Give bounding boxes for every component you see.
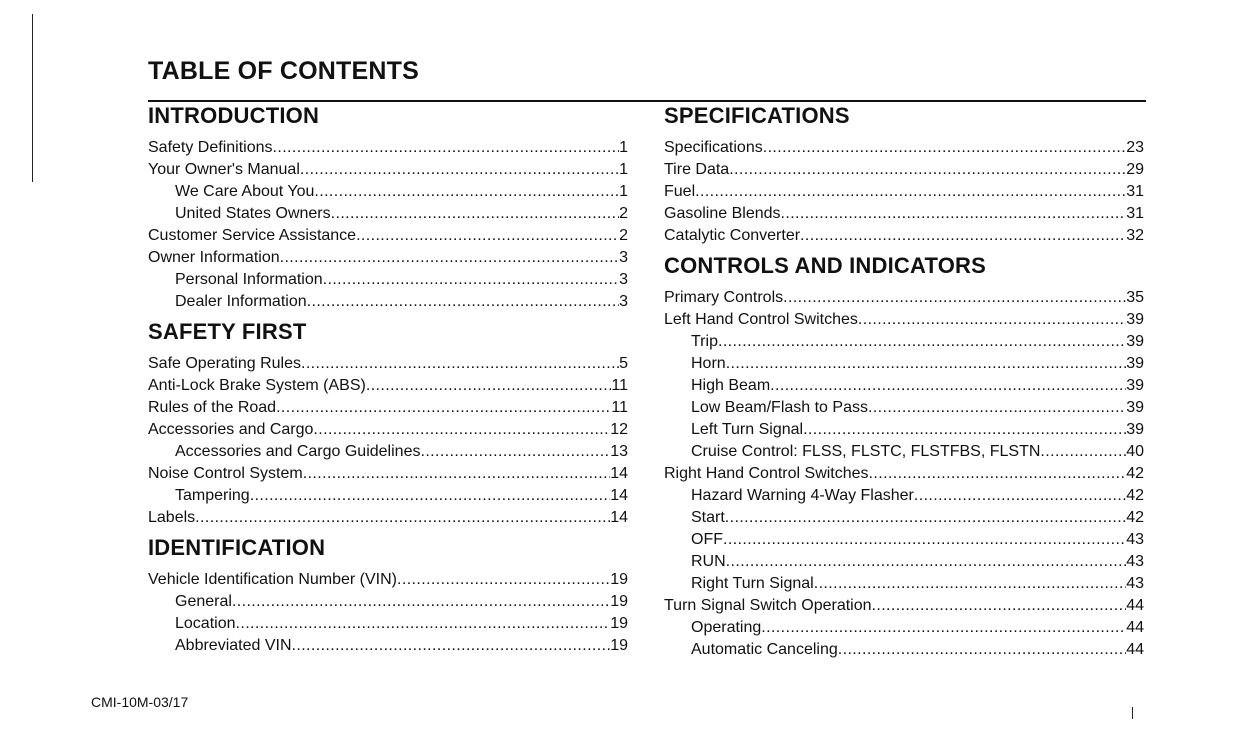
toc-entry[interactable]: [664, 485, 1144, 507]
page-corner-mark: [1132, 707, 1133, 719]
section-heading: INTRODUCTION: [148, 103, 320, 128]
dot-leader: [292, 635, 611, 657]
toc-entry-label: Location: [175, 615, 236, 632]
dot-leader: [314, 181, 619, 203]
toc-entry-page-number: 39: [1126, 421, 1144, 438]
toc-entry[interactable]: [148, 507, 628, 529]
toc-entry[interactable]: [148, 247, 628, 269]
toc-section-list: [148, 569, 628, 657]
dot-leader: [300, 159, 619, 181]
dot-leader: [868, 397, 1126, 419]
dot-leader: [723, 529, 1126, 551]
dot-leader: [301, 353, 619, 375]
toc-entry-page-number: 44: [1126, 597, 1144, 614]
toc-entry-page-number: 1: [619, 183, 628, 200]
dot-leader: [307, 291, 619, 313]
dot-leader: [761, 617, 1126, 639]
toc-entry-label: Dealer Information: [175, 293, 307, 310]
toc-entry[interactable]: [664, 419, 1144, 441]
toc-entry-page-number: 40: [1126, 443, 1144, 460]
section-heading: SAFETY FIRST: [148, 319, 307, 344]
toc-entry-label: Catalytic Converter: [664, 227, 801, 244]
toc-entry-label: Your Owner's Manual: [148, 161, 300, 178]
toc-entry-label: Accessories and Cargo Guidelines: [175, 443, 421, 460]
toc-entry-label: Safe Operating Rules: [148, 355, 301, 372]
toc-entry-label: Fuel: [664, 183, 696, 200]
toc-entry[interactable]: [148, 613, 628, 635]
dot-leader: [800, 225, 1126, 247]
dot-leader: [195, 507, 610, 529]
toc-entry-label: Abbreviated VIN: [175, 637, 292, 654]
toc-entry-label: Labels: [148, 509, 196, 526]
toc-entry-label: Gasoline Blends: [664, 205, 781, 222]
toc-entry-page-number: 14: [610, 509, 628, 526]
toc-entry-page-number: 14: [610, 465, 628, 482]
dot-leader: [232, 591, 610, 613]
toc-entry-page-number: 2: [619, 205, 628, 222]
toc-entry-label: Operating: [691, 619, 762, 636]
toc-entry[interactable]: [664, 375, 1144, 397]
toc-entry[interactable]: [148, 397, 628, 419]
toc-entry-page-number: 14: [610, 487, 628, 504]
dot-leader: [725, 507, 1126, 529]
dot-leader: [783, 287, 1126, 309]
toc-section-list: [148, 137, 628, 313]
toc-entry-label: Hazard Warning 4-Way Flasher: [691, 487, 914, 504]
toc-entry-label: Anti-Lock Brake System (ABS): [148, 377, 366, 394]
dot-leader: [280, 247, 619, 269]
toc-entry[interactable]: [664, 639, 1144, 661]
toc-entry[interactable]: [148, 353, 628, 375]
dot-leader: [356, 225, 619, 247]
toc-entry-label: Left Hand Control Switches: [664, 311, 858, 328]
toc-entry[interactable]: [664, 137, 1144, 159]
toc-entry[interactable]: [664, 595, 1144, 617]
toc-entry-page-number: 12: [610, 421, 628, 438]
dot-leader: [729, 159, 1126, 181]
toc-entry-label: Personal Information: [175, 271, 323, 288]
toc-entry-label: Accessories and Cargo: [148, 421, 314, 438]
toc-entry-label: Specifications: [664, 139, 763, 156]
section-heading: IDENTIFICATION: [148, 535, 326, 560]
toc-entry-page-number: 39: [1126, 399, 1144, 416]
toc-entry-page-number: 11: [611, 399, 628, 416]
toc-entry-label: High Beam: [691, 377, 771, 394]
toc-entry-page-number: 35: [1126, 289, 1144, 306]
toc-section-list: [148, 353, 628, 529]
toc-entry[interactable]: [664, 463, 1144, 485]
toc-entry-page-number: 43: [1126, 575, 1144, 592]
toc-entry-label: Automatic Canceling: [691, 641, 838, 658]
dot-leader: [1040, 441, 1126, 463]
toc-entry[interactable]: [664, 225, 1144, 247]
dot-leader: [273, 137, 620, 159]
toc-entry-label: Tire Data: [664, 161, 730, 178]
toc-entry-page-number: 43: [1126, 553, 1144, 570]
toc-entry-page-number: 44: [1126, 641, 1144, 658]
toc-entry-page-number: 19: [610, 593, 628, 610]
toc-entry-page-number: 42: [1126, 465, 1144, 482]
dot-leader: [763, 137, 1126, 159]
toc-entry-label: Low Beam/Flash to Pass: [691, 399, 868, 416]
document-code: CMI-10M-03/17: [91, 694, 189, 710]
toc-entry-page-number: 19: [610, 615, 628, 632]
toc-entry[interactable]: [664, 617, 1144, 639]
dot-leader: [726, 353, 1127, 375]
toc-entry[interactable]: [148, 203, 628, 225]
toc-entry-page-number: 39: [1126, 311, 1144, 328]
toc-entry-label: Tampering: [175, 487, 250, 504]
toc-entry-label: RUN: [691, 553, 726, 570]
dot-leader: [695, 181, 1126, 203]
dot-leader: [770, 375, 1126, 397]
dot-leader: [803, 419, 1126, 441]
toc-entry-label: Rules of the Road: [148, 399, 277, 416]
dot-leader: [420, 441, 610, 463]
toc-entry[interactable]: [148, 375, 628, 397]
toc-entry-page-number: 19: [610, 571, 628, 588]
toc-column-left: [148, 103, 628, 663]
toc-section-list: [664, 287, 1144, 661]
dot-leader: [313, 419, 610, 441]
dot-leader: [781, 203, 1127, 225]
toc-section-list: [664, 137, 1144, 247]
toc-entry-label: Owner Information: [148, 249, 280, 266]
section-heading: CONTROLS AND INDICATORS: [664, 253, 986, 278]
toc-entry-page-number: 42: [1126, 509, 1144, 526]
dot-leader: [236, 613, 611, 635]
dot-leader: [858, 309, 1126, 331]
toc-entry-page-number: 39: [1126, 377, 1144, 394]
toc-entry[interactable]: [664, 441, 1144, 463]
toc-entry[interactable]: [664, 353, 1144, 375]
toc-entry-label: Safety Definitions: [148, 139, 273, 156]
toc-entry[interactable]: [664, 181, 1144, 203]
dot-leader: [366, 375, 612, 397]
toc-entry-page-number: 23: [1126, 139, 1144, 156]
toc-entry[interactable]: [148, 181, 628, 203]
toc-entry[interactable]: [664, 507, 1144, 529]
dot-leader: [718, 331, 1126, 353]
toc-entry-label: We Care About You: [175, 183, 315, 200]
dot-leader: [303, 463, 610, 485]
toc-entry-page-number: 31: [1126, 205, 1144, 222]
dot-leader: [914, 485, 1126, 507]
toc-entry-label: Left Turn Signal: [691, 421, 804, 438]
toc-entry-page-number: 3: [619, 249, 628, 266]
toc-entry[interactable]: [148, 485, 628, 507]
toc-entry-label: Horn: [691, 355, 726, 372]
dot-leader: [872, 595, 1127, 617]
dot-leader: [323, 269, 619, 291]
toc-entry[interactable]: [664, 159, 1144, 181]
toc-column-right: [664, 103, 1144, 667]
toc-entry-label: United States Owners: [175, 205, 331, 222]
dot-leader: [276, 397, 611, 419]
toc-entry-label: Customer Service Assistance: [148, 227, 357, 244]
dot-leader: [331, 203, 619, 225]
toc-entry[interactable]: [664, 573, 1144, 595]
toc-entry[interactable]: [148, 591, 628, 613]
dot-leader: [838, 639, 1126, 661]
toc-entry[interactable]: [664, 397, 1144, 419]
section-heading: SPECIFICATIONS: [664, 103, 850, 128]
toc-entry-label: Right Turn Signal: [691, 575, 814, 592]
toc-entry-page-number: 13: [610, 443, 628, 460]
dot-leader: [397, 569, 610, 591]
toc-entry[interactable]: [664, 287, 1144, 309]
toc-entry-page-number: 2: [619, 227, 628, 244]
dot-leader: [726, 551, 1127, 573]
toc-entry-page-number: 39: [1126, 355, 1144, 372]
toc-entry[interactable]: [664, 529, 1144, 551]
toc-entry[interactable]: [148, 291, 628, 313]
toc-entry-page-number: 31: [1126, 183, 1144, 200]
toc-entry-page-number: 42: [1126, 487, 1144, 504]
page-margin-rule: [32, 14, 33, 182]
toc-entry-label: Trip: [691, 333, 718, 350]
toc-entry-page-number: 19: [610, 637, 628, 654]
toc-entry-label: Primary Controls: [664, 289, 784, 306]
toc-entry-page-number: 32: [1126, 227, 1144, 244]
toc-entry[interactable]: [148, 419, 628, 441]
toc-entry[interactable]: [148, 159, 628, 181]
toc-entry-page-number: 5: [619, 355, 628, 372]
toc-entry-page-number: 11: [611, 377, 628, 394]
toc-entry-label: Right Hand Control Switches: [664, 465, 869, 482]
toc-entry[interactable]: [664, 309, 1144, 331]
toc-entry[interactable]: [664, 551, 1144, 573]
toc-entry-label: Turn Signal Switch Operation: [664, 597, 872, 614]
toc-entry[interactable]: [148, 269, 628, 291]
toc-entry-label: OFF: [691, 531, 723, 548]
toc-entry-label: Start: [691, 509, 725, 526]
toc-entry-page-number: 29: [1126, 161, 1144, 178]
title-divider: [148, 100, 1146, 102]
toc-entry[interactable]: [148, 569, 628, 591]
toc-entry[interactable]: [664, 203, 1144, 225]
toc-entry-page-number: 43: [1126, 531, 1144, 548]
dot-leader: [250, 485, 611, 507]
toc-entry-page-number: 3: [619, 271, 628, 288]
toc-entry-label: Noise Control System: [148, 465, 303, 482]
toc-entry[interactable]: [148, 137, 628, 159]
toc-entry[interactable]: [148, 225, 628, 247]
toc-entry-label: Cruise Control: FLSS, FLSTC, FLSTFBS, FLSTN: [691, 443, 1041, 460]
toc-entry[interactable]: [664, 331, 1144, 353]
toc-entry-label: Vehicle Identification Number (VIN): [148, 571, 397, 588]
toc-entry[interactable]: [148, 463, 628, 485]
toc-entry-page-number: 44: [1126, 619, 1144, 636]
toc-entry[interactable]: [148, 635, 628, 657]
dot-leader: [869, 463, 1127, 485]
page-title: TABLE OF CONTENTS: [148, 57, 419, 85]
toc-entry[interactable]: [148, 441, 628, 463]
toc-entry-page-number: 3: [619, 293, 628, 310]
toc-entry-page-number: 39: [1126, 333, 1144, 350]
toc-entry-label: General: [175, 593, 232, 610]
toc-entry-page-number: 1: [619, 139, 628, 156]
dot-leader: [814, 573, 1126, 595]
toc-entry-page-number: 1: [619, 161, 628, 178]
